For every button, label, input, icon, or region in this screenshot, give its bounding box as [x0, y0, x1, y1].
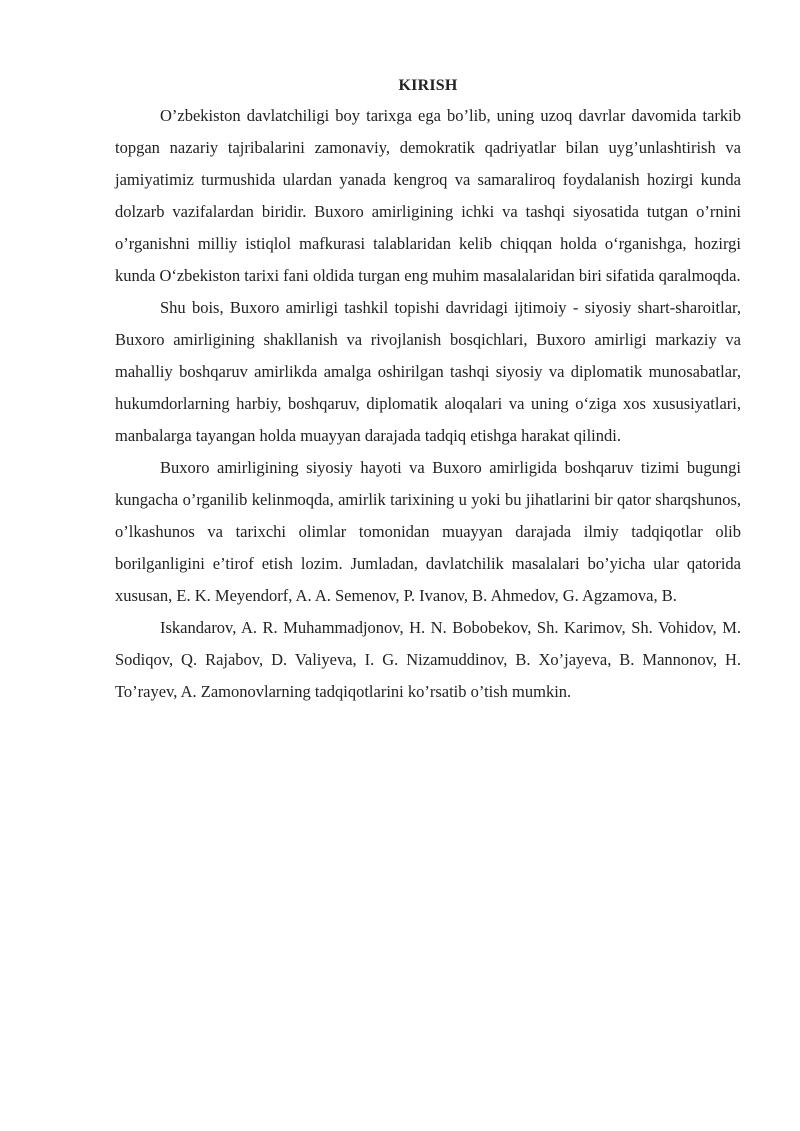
paragraph-4: Iskandarov, A. R. Muhammadjonov, H. N. Bobobekov, Sh. Karimov, Sh. Vohidov, M. Sodiqov, Q. Rajabov, D. Valiyeva, I. G. Nizamuddinov, B. Xo’jayeva, B. Mannonov, H. To’rayev, A. Zamonovlarning tadqiqotlarini ko’rsatib o’tish mumkin.: [115, 618, 741, 701]
paragraph-1: O’zbekiston davlatchiligi boy tarixga ega bo’lib, uning uzoq davrlar davomida tarkib topgan nazariy tajribalarini zamonaviy, demokratik qadriyatlar bilan uyg’unlashtirish va jamiyatimiz turmushida ulardan yanada kengroq va samaraliroq foydalanish hozirgi kunda dolzarb vazifalardan biridir. Buxoro amirligining ichki va tashqi siyosatida tutgan o’rnini o’rganishni milliy istiqlol mafkurasi talablaridan kelib chiqqan holda o‘rganishga, hozirgi kunda O‘zbekiston tarixi fani oldida turgan eng muhim masalalaridan biri sifatida qaralmoqda.: [115, 106, 741, 285]
paragraph-2: Shu bois, Buxoro amirligi tashkil topishi davridagi ijtimoiy - siyosiy shart-sharoitlar, Buxoro amirligining shakllanish va rivojlanish bosqichlari, Buxoro amirligi markaziy va mahalliy boshqaruv amirlikda amalga oshirilgan tashqi siyosiy va diplomatik munosabatlar, hukumdorlarning harbiy, boshqaruv, diplomatik aloqalari va uning o‘ziga xos xususiyatlari, manbalarga tayangan holda muayyan darajada tadqiq etishga harakat qilindi.: [115, 298, 741, 445]
page-title: KIRISH: [398, 77, 458, 94]
paragraph-3: Buxoro amirligining siyosiy hayoti va Buxoro amirligida boshqaruv tizimi bugungi kungacha o’rganilib kelinmoqda, amirlik tarixining u yoki bu jihatlarini bir qator sharqshunos, o’lkashunos va tarixchi olimlar tomonidan muayyan darajada ilmiy tadqiqotlar olib borilganligini e’tirof etish lozim. Jumladan, davlatchilik masalalari bo’yicha ular qatorida xususan, E. K. Meyendorf, A. A. Semenov, P. Ivanov, B. Ahmedov, G. Agzamova, B.: [115, 458, 741, 605]
